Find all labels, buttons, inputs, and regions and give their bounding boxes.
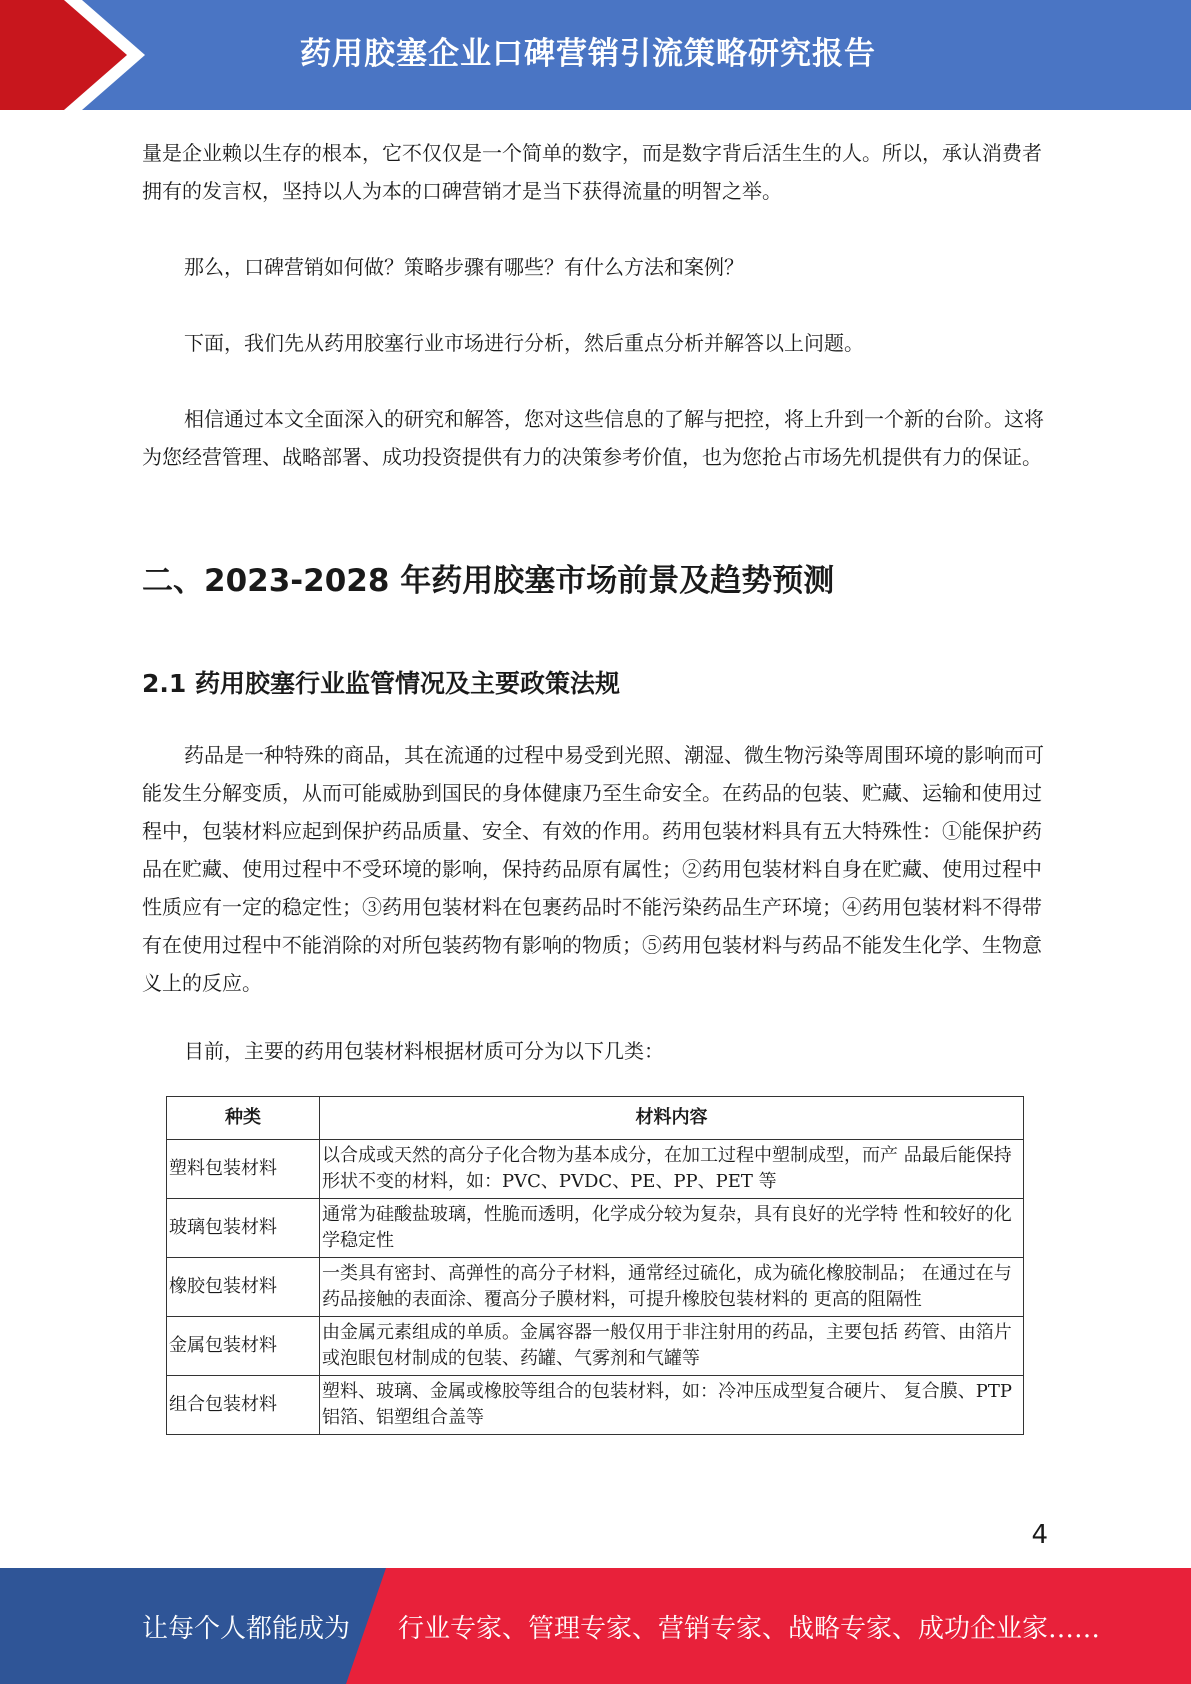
table-header-content: 材料内容 [320, 1097, 1024, 1140]
table-cell-category: 橡胶包装材料 [167, 1258, 320, 1317]
table-row [167, 1140, 1024, 1199]
header-arrow-decoration [0, 0, 160, 110]
table-header-row [167, 1097, 1024, 1140]
paragraph-1: 量是企业赖以生存的根本，它不仅仅是一个简单的数字，而是数字背后活生生的人。所以，承认消费者拥有的发言权，坚持以人为本的口碑营销才是当下获得流量的明智之举。 [142, 141, 1042, 203]
paragraph-3: 下面，我们先从药用胶塞行业市场进行分析，然后重点分析并解答以上问题。 [184, 331, 864, 355]
footer-slogan-left: 让每个人都能成为 [142, 1614, 351, 1644]
footer-slogan-right: 行业专家、管理专家、营销专家、战略专家、成功企业家…… [398, 1614, 1101, 1644]
table-row [167, 1199, 1024, 1258]
section-heading: 二、2023-2028 年药用胶塞市场前景及趋势预测 [142, 563, 835, 599]
paragraph-2: 那么，口碑营销如何做？策略步骤有哪些？有什么方法和案例？ [184, 255, 744, 279]
paragraph-6: 目前，主要的药用包装材料根据材质可分为以下几类： [184, 1039, 664, 1063]
table-row [167, 1317, 1024, 1376]
page-footer [0, 1568, 1191, 1684]
paragraph-5: 药品是一种特殊的商品，其在流通的过程中易受到光照、潮湿、微生物污染等周围环境的影响而可能发生分解变质，从而可能威胁到国民的身体健康乃至生命安全。在药品的包装、贮藏、运输和使用过程中，包装材料应起到保护药品质量、安全、有效的作用。药用包装材料具有五大特殊性：①能保护药品在贮藏、使用过程中不受环境的影响，保持药品原有属性；②药用包装材料自身在贮藏、使用过程中性质应有一定的稳定性；③药用包装材料在包裹药品时不能污染药品生产环境；④药用包装材料不得带有在使用过程中不能消除的对所包装药物有影响的物质；⑤药用包装材料与药品不能发生化学、生物意义上的反应。 [142, 743, 1044, 995]
table-cell-content: 塑料、玻璃、金属或橡胶等组合的包装材料，如：冷冲压成型复合硬片、 复合膜、PTP 铝箔、铝塑组合盖等 [320, 1376, 1024, 1435]
page-header [0, 0, 1191, 110]
page-number: 4 [1031, 1520, 1048, 1550]
table-cell-category: 塑料包装材料 [167, 1140, 320, 1199]
materials-table [166, 1096, 1024, 1435]
table-cell-content: 一类具有密封、高弹性的高分子材料，通常经过硫化，成为硫化橡胶制品； 在通过在与药品接触的表面涂、覆高分子膜材料，可提升橡胶包装材料的 更高的阻隔性 [320, 1258, 1024, 1317]
table-header-category: 种类 [167, 1097, 320, 1140]
table-cell-category: 玻璃包装材料 [167, 1199, 320, 1258]
paragraph-4: 相信通过本文全面深入的研究和解答，您对这些信息的了解与把控，将上升到一个新的台阶。这将为您经营管理、战略部署、成功投资提供有力的决策参考价值，也为您抢占市场先机提供有力的保证。 [142, 407, 1044, 469]
table-cell-category: 组合包装材料 [167, 1376, 320, 1435]
table-row [167, 1376, 1024, 1435]
table-cell-category: 金属包装材料 [167, 1317, 320, 1376]
table-row [167, 1258, 1024, 1317]
subsection-heading: 2.1 药用胶塞行业监管情况及主要政策法规 [142, 669, 620, 698]
table-cell-content: 由金属元素组成的单质。金属容器一般仅用于非注射用的药品，主要包括 药管、由箔片或泡眼包材制成的包装、药罐、气雾剂和气罐等 [320, 1317, 1024, 1376]
table-cell-content: 通常为硅酸盐玻璃，性脆而透明，化学成分较为复杂，具有良好的光学特 性和较好的化学稳定性 [320, 1199, 1024, 1258]
report-title: 药用胶塞企业口碑营销引流策略研究报告 [300, 36, 876, 72]
table-cell-content: 以合成或天然的高分子化合物为基本成分，在加工过程中塑制成型，而产 品最后能保持形状不变的材料，如：PVC、PVDC、PE、PP、PET 等 [320, 1140, 1024, 1199]
